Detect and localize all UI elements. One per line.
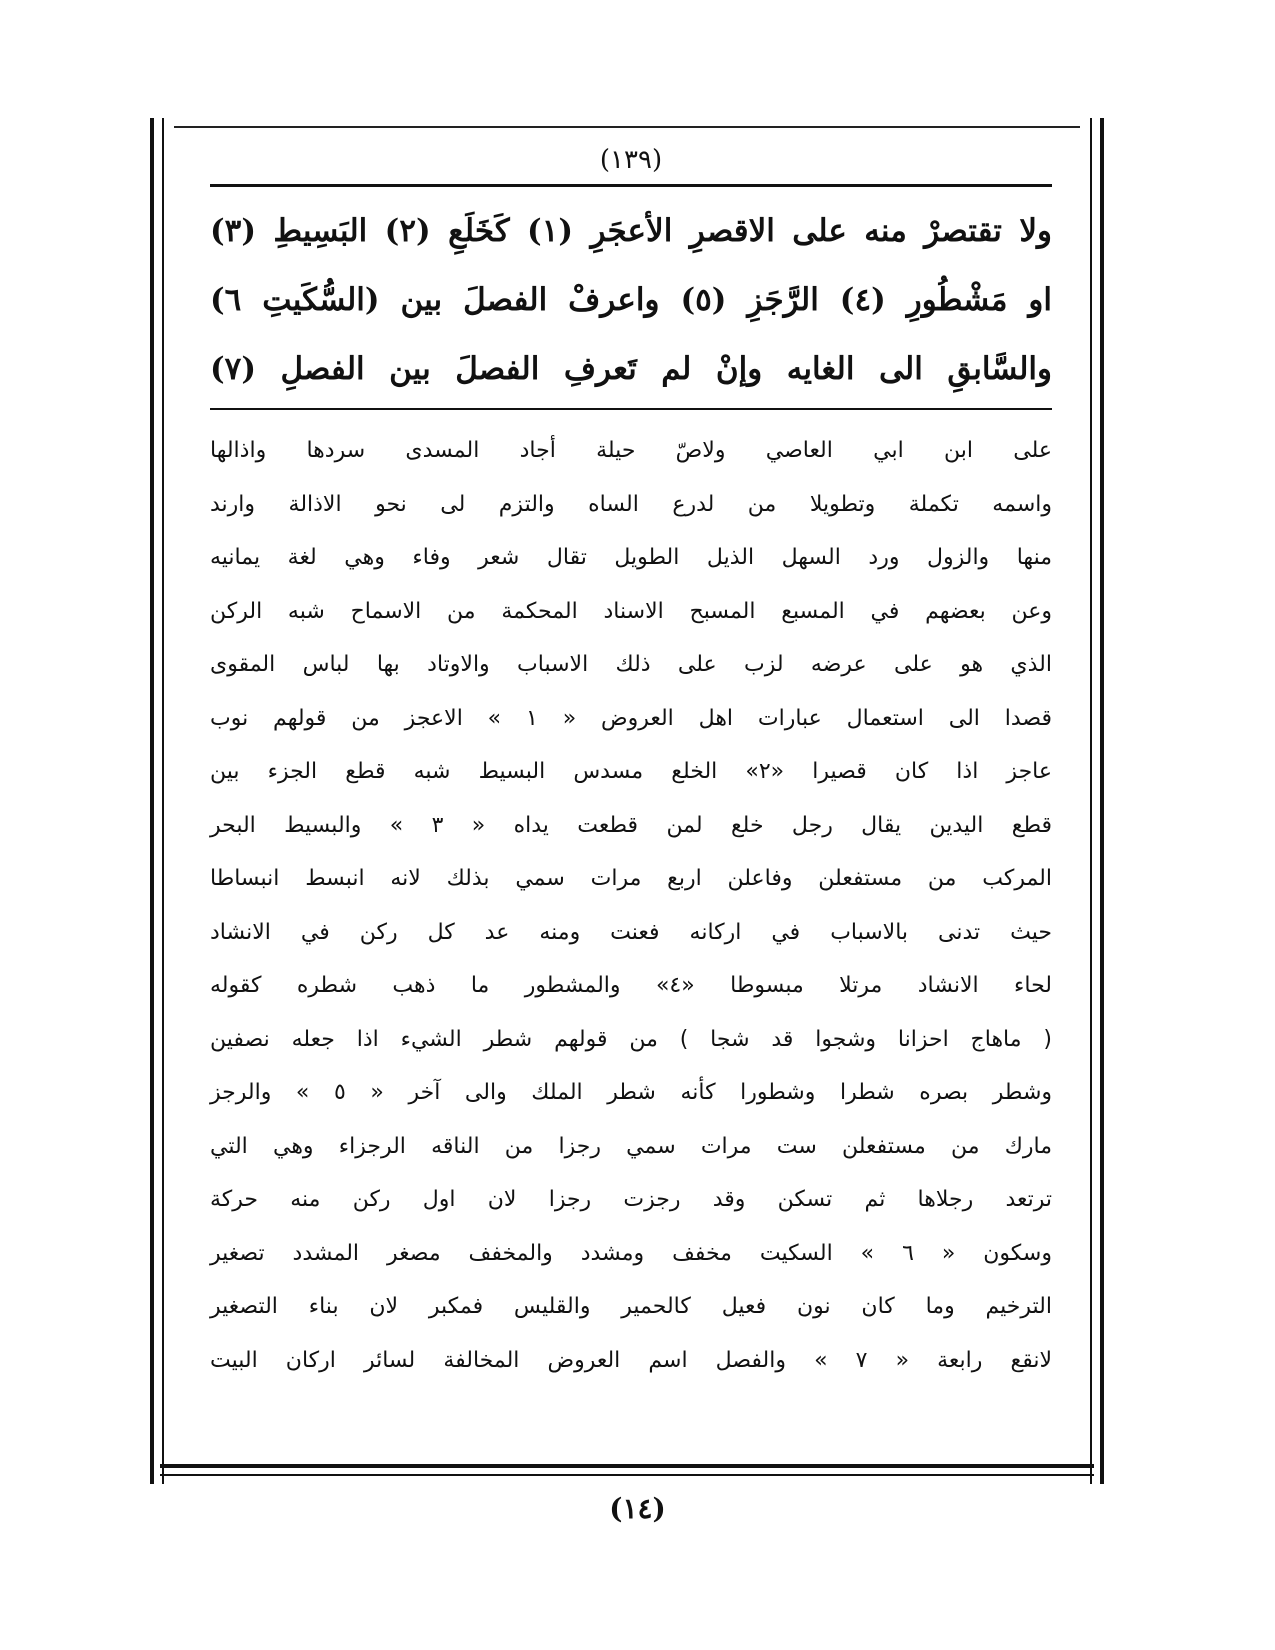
bottom-page-number: (١٤) [609, 1492, 666, 1525]
commentary-line: قصدا الى استعمال عبارات اهل العروض « ١ » الاعجز من قولهم نوب [210, 705, 1053, 731]
border-bottom-thick [160, 1464, 1094, 1468]
page-content [210, 140, 1052, 1387]
poem-line: والسَّابقِ الى الغايه وإنْ لم تَعرفِ الفصلَ بين الفصلِ (٧) [210, 351, 1052, 387]
header-rule [210, 184, 1052, 187]
border-bottom-thin [160, 1474, 1094, 1476]
commentary-line: حيث تدنى بالاسباب في اركانه فعنت ومنه عد كل ركن في الانشاد [210, 919, 1052, 945]
border-right-outer [1100, 118, 1104, 1484]
commentary-line: الذي هو على عرضه لزب على ذلك الاسباب والاوتاد بها لباس المقوى [210, 652, 1052, 677]
commentary-line: وسكون « ٦ » السكيت مخفف ومشدد والمخفف مصغر المشدد تصغير [210, 1240, 1052, 1266]
commentary-line: قطع اليدين يقال رجل خلع لمن قطعت يداه « ٣ » والبسيط البحر [210, 812, 1053, 838]
commentary-text [210, 424, 1052, 1387]
commentary-line: ترتعد رجلاها ثم تسكن وقد رجزت رجزا لان اول ركن منه حركة [210, 1187, 1052, 1212]
border-left-outer [150, 118, 154, 1484]
commentary-line: وشطر بصره شطرا وشطورا كأنه شطر الملك والى آخر « ٥ » والرجز [210, 1080, 1053, 1105]
top-page-number: (١٣٩) [599, 145, 663, 175]
commentary-line: منها والزول ورد السهل الذيل الطويل تقال شعر وفاء وهي لغة يمانيه [210, 545, 1052, 570]
commentary-line: لانقع رابعة « ٧ » والفصل اسم العروض المخالفة لسائر اركان البيت [210, 1347, 1052, 1373]
poem-text [210, 197, 1052, 404]
commentary-line: على ابن ابي العاصي ولاصّ حيلة أجاد المسدى سردها واذالها [210, 438, 1052, 463]
commentary-line: مارك من مستفعلن ست مرات سمي رجزا من الناقه الرجزاء وهي التي [210, 1133, 1052, 1159]
commentary-line: ( ماهاج احزانا وشجوا قد شجا ) من قولهم شطر الشيء اذا جعله نصفين [210, 1026, 1052, 1052]
commentary-line: واسمه تكملة وتطويلا من لدرع الساه والتزم لى نحو الاذالة وارند [210, 491, 1052, 517]
commentary-line: عاجز اذا كان قصيرا «٢» الخلع مسدس البسيط شبه قطع الجزء بين [210, 759, 1053, 784]
commentary-line: وعن بعضهم في المسبع المسبح الاسناد المحكمة من الاسماح شبه الركن [210, 598, 1052, 624]
border-top-line [174, 126, 1080, 128]
border-right-inner [1090, 118, 1092, 1484]
border-left-inner [162, 118, 164, 1484]
commentary-line: الترخيم وما كان نون فعيل كالحمير والقليس فمكبر لان بناء التصغير [210, 1294, 1052, 1319]
poem-line: ولا تقتصرْ منه على الاقصرِ الأعجَرِ (١) كَخَلَعِ (٢) البَسِيطِ (٣) [210, 213, 1052, 249]
poem-line: او مَشْطُورِ (٤) الرَّجَزِ (٥) واعرفْ الفصلَ بين (السُّكَيتِ ٦) [210, 282, 1052, 318]
commentary-line: لحاء الانشاد مرتلا مبسوطا «٤» والمشطور ما ذهب شطره كقوله [210, 973, 1052, 998]
separator-rule [210, 408, 1052, 410]
commentary-line: المركب من مستفعلن وفاعلن اربع مرات سمي بذلك لانه انبسط انبساطا [210, 866, 1052, 891]
